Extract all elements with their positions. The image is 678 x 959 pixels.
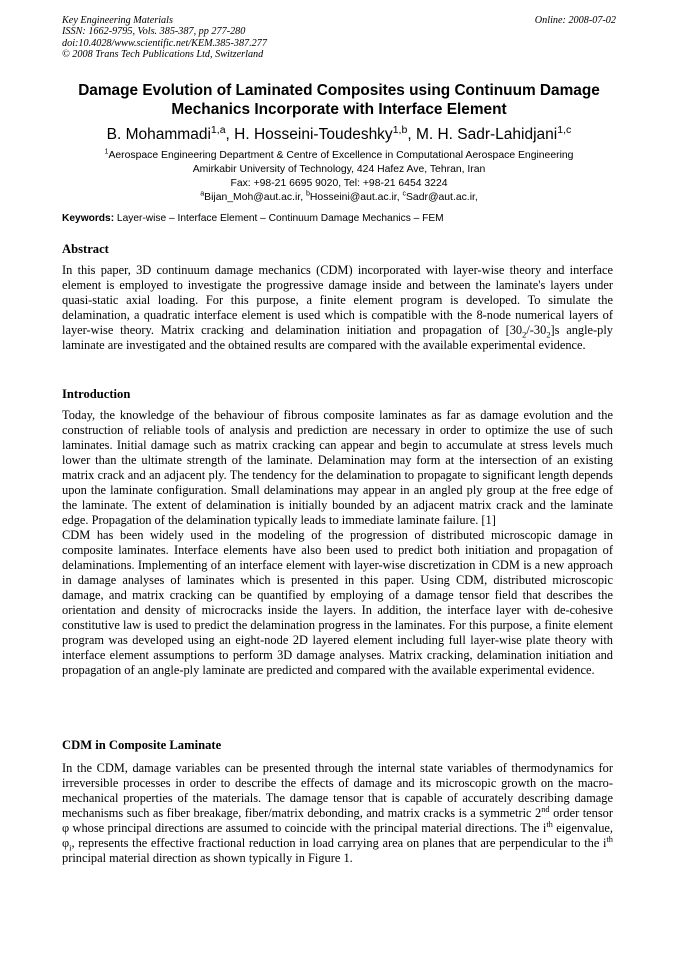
affiliation-department: $^1$Aerospace Engineering Department & Centre of Excellence in Computational Aerospace Engineering <box>104 148 574 161</box>
journal-doi: doi:10.4028/www.scientific.net/KEM.385-387.277 <box>62 37 267 49</box>
journal-copyright: © 2008 Trans Tech Publications Ltd, Switzerland <box>62 49 264 61</box>
author-name: B. Mohammadi <box>106 126 211 143</box>
paper-title: Damage Evolution of Laminated Composites using Continuum Damage Mechanics Incorporate with Interface Element <box>78 82 600 118</box>
abstract-section <box>62 242 613 353</box>
introduction-section <box>62 387 613 678</box>
email-link: Hosseini@aut.ac.ir, <box>309 192 403 203</box>
journal-header <box>62 15 462 61</box>
email-link: Sadr@aut.ac.ir, <box>406 192 478 203</box>
keywords-label: Keywords: <box>62 213 115 224</box>
cdm-paragraph: In the CDM, damage variables can be presented through the internal state variables of thermodynamics for irreversible processes in order to describe the effects of damage and its microscopic growth on the macro-mechanical properties of the materials. The damage tensor that is capable of accurately describing damage mechanisms such as fiber breakage, fiber/matrix debonding, and matrix cracks is a symmetric 2nd order tensor φ whose principal directions are assumed to coincide with the principal material directions. The $i^{th}$ eigenvalue, $\varphi_i$, represents the effective fractional reduction in load carrying area on planes that are perpendicular to the $i^{th}$ principal material direction as shown typically in Figure 1. <box>62 761 613 865</box>
affiliation-emails: $^a$Bijan_Moh@aut.ac.ir, $^b$Hosseini@aut.ac.ir, $^c$Sadr@aut.ac.ir, <box>200 190 478 203</box>
author-affiliation-mark: 1,b <box>392 123 408 136</box>
author-separator: , <box>225 126 235 143</box>
introduction-paragraph: Today, the knowledge of the behaviour of fibrous composite laminates as far as damage evolution and the construction of reliable tools of analysis and prediction are necessary in order to optimize the use of such laminates. Initial damage such as matrix cracking can appear and begin to accumulate at stress levels much lower than the ultimate strength of the laminate. Delamination may form at the intersection of an existing matrix crack and an adjacent ply. The tendency for the delamination to propagate to significant length depends upon the laminate configuration. Small delaminations may appear in an angled ply group at the free edge of the laminate. The extent of delamination is initially bounded by an adjacent matrix crack and the laminate edge. Propagation of the delamination typically leads to immediate laminate failure. [1] <box>62 408 613 527</box>
author-name: M. H. Sadr-Lahidjani <box>415 126 558 143</box>
author-separator: , <box>407 126 416 143</box>
introduction-paragraph: CDM has been widely used in the modeling of the progression of distributed microscopic damage in composite laminates. Interface elements have also been used to predict both initiation and propagation of delaminations. Implementing of an interface element with layer-wise discretization in CDM is a new approach in damage analyses of laminates which is presented in this paper. Using CDM, distributed microscopic damage, and matrix cracking can be quantified by employing of a damage tensor field that describes the orientation and density of microcracks inside the layers. In addition, the interface layer with de-cohesive constitutive law is used to predict the delamination progress in the laminates. For this purpose, a finite element program was developed using an eight-node 2D layered element including full layer-wise plate theory with interface element assumptions to perform 3D damage analyses. Matrix cracking, delamination initiation and propagation of an angle-ply laminate are predicted and compared with the available experimental evidence. <box>62 528 613 677</box>
online-date: Online: 2008-07-02 <box>534 15 616 26</box>
affiliation-block <box>40 149 638 205</box>
introduction-heading: Introduction <box>62 387 131 401</box>
author-name: H. Hosseini-Toudeshky <box>234 126 393 143</box>
keywords-line <box>62 212 622 226</box>
journal-name: Key Engineering Materials <box>62 15 173 26</box>
cdm-heading: CDM in Composite Laminate <box>62 738 222 752</box>
keywords-text: Layer-wise – Interface Element – Continuum Damage Mechanics – FEM <box>114 213 444 224</box>
abstract-heading: Abstract <box>62 242 109 256</box>
email-link: Bijan_Moh@aut.ac.ir, <box>204 192 306 203</box>
affiliation-address: Amirkabir University of Technology, 424 Hafez Ave, Tehran, Iran <box>192 164 486 175</box>
affiliation-contact: Fax: +98-21 6695 9020, Tel: +98-21 6454 3224 <box>230 178 448 189</box>
journal-issn: ISSN: 1662-9795, Vols. 385-387, pp 277-280 <box>62 26 246 38</box>
author-list <box>40 125 638 144</box>
abstract-paragraph: In this paper, 3D continuum damage mechanics (CDM) incorporated with layer-wise theory and interface element is employed to investigate the progressive damage inside and between the laminate's layers under quasi-static axial loading. For this purpose, a finite element program is developed. To simulate the delamination, a quadratic interface element is used which is compatible with the 8-node numerical layers of layer-wise theory. Matrix cracking and delamination initiation and propagation of $[30_2/-30_2]s$ angle-ply laminate are investigated and the obtained results are compared with the available experimental evidence. <box>62 263 613 352</box>
author-affiliation-mark: 1,c <box>557 123 572 136</box>
cdm-section <box>62 738 613 866</box>
author-affiliation-mark: 1,a <box>210 123 226 136</box>
